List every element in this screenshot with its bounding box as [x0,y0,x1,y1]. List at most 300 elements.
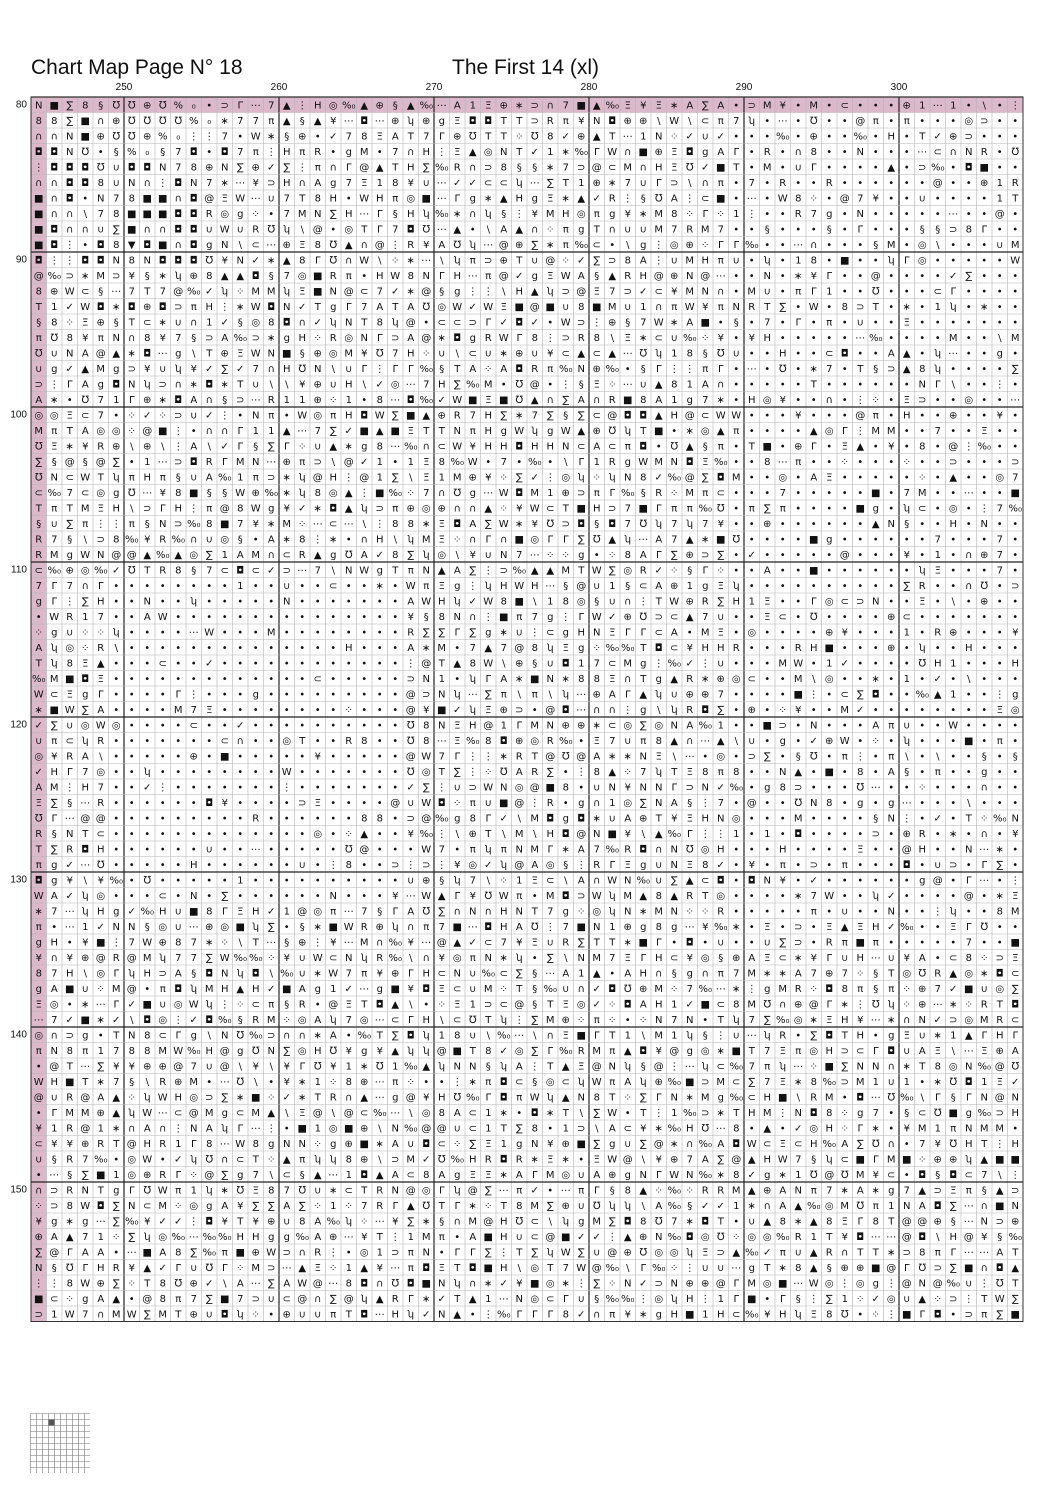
stitch-symbol: ◎ [329,100,338,111]
stitch-symbol: ⋮ [328,1247,338,1258]
stitch-symbol: ⊕ [624,1247,632,1258]
stitch-symbol: • [1012,550,1018,561]
stitch-symbol: π [780,503,786,514]
stitch-symbol: Ξ [625,100,631,111]
stitch-symbol: A [82,1247,89,1258]
stitch-symbol: ◎ [96,968,105,979]
stitch-symbol: ⋮ [173,1123,183,1134]
stitch-symbol: \ [363,519,367,530]
stitch-symbol: π [423,581,429,592]
stitch-symbol: 7 [470,875,476,886]
stitch-symbol: ʮ [562,1216,569,1227]
stitch-symbol: N [640,751,647,762]
stitch-symbol: ʮ [407,534,414,545]
stitch-symbol: 8 [346,1077,352,1088]
stitch-symbol: T [918,131,926,142]
stitch-symbol: %₀ [977,1061,991,1072]
stitch-symbol: T [593,937,601,948]
stitch-symbol: • [764,472,770,483]
stitch-symbol: M [763,162,772,173]
stitch-symbol: • [1012,674,1018,685]
stitch-symbol: ⋯ [483,488,493,499]
stitch-symbol: • [206,147,212,158]
stitch-symbol: • [299,875,305,886]
stitch-symbol: ⁘ [81,627,89,638]
stitch-symbol: • [315,627,321,638]
stitch-symbol: ¥ [222,798,228,809]
stitch-symbol: ∗ [655,1123,663,1134]
stitch-symbol: Γ [67,767,73,778]
stitch-symbol: ʮ [733,1015,740,1026]
stitch-symbol: π [842,860,848,871]
stitch-symbol: H [748,1108,756,1119]
stitch-symbol: ▲ [283,116,291,127]
stitch-symbol: • [144,674,150,685]
stitch-symbol: ∩ [206,395,213,406]
stitch-symbol: ¥ [687,643,693,654]
stitch-symbol: ⁘ [872,736,880,747]
stitch-symbol: ✓ [407,782,415,793]
stitch-symbol: ✓ [593,1232,601,1243]
stitch-symbol: M [794,813,803,824]
stitch-symbol: ℧ [655,193,663,204]
stitch-symbol: Ξ [625,953,631,964]
stitch-symbol: \ [84,875,88,886]
stitch-symbol: Γ [408,1015,414,1026]
stitch-symbol: N [965,147,972,158]
stitch-symbol: ⊕ [934,1216,942,1227]
stitch-symbol: • [873,255,879,266]
stitch-symbol: ∪ [314,1185,321,1196]
stitch-symbol: • [346,767,352,778]
stitch-symbol: N [717,813,724,824]
stitch-symbol: A [407,333,414,344]
stitch-symbol: N [221,968,228,979]
stitch-symbol: • [826,193,832,204]
stitch-symbol: ∑ [748,1077,755,1088]
stitch-symbol: ⊕ [562,720,570,731]
stitch-symbol: M [81,1108,90,1119]
stitch-symbol: ⋯ [979,844,989,855]
stitch-symbol: • [811,457,817,468]
stitch-symbol: 8 [826,1108,832,1119]
stitch-symbol: ∪ [190,1263,197,1274]
stitch-symbol: R [66,1154,73,1165]
stitch-symbol: ◘ [484,116,492,127]
stitch-symbol: ʮ [175,364,182,375]
stitch-symbol: ◎ [515,782,524,793]
stitch-symbol: %₀ [776,131,790,142]
stitch-symbol: g [330,550,336,561]
stitch-symbol: ∗ [314,1030,322,1041]
stitch-symbol: • [826,751,832,762]
stitch-symbol: ¥ [423,240,429,251]
stitch-symbol: \ [936,240,940,251]
stitch-symbol: ■ [654,426,663,437]
stitch-symbol: • [749,689,755,700]
stitch-symbol: 8 [625,255,631,266]
stitch-symbol: Ξ [439,984,445,995]
stitch-symbol: ✓ [686,658,694,669]
stitch-symbol: • [1012,565,1018,576]
stitch-symbol: ∑ [206,1294,213,1305]
stitch-symbol: 8 [67,1278,73,1289]
stitch-symbol: • [423,1077,429,1088]
stitch-symbol: H [670,410,678,421]
stitch-symbol: • [578,782,584,793]
stitch-symbol: T [484,131,492,142]
stitch-symbol: ◘ [608,519,616,530]
stitch-symbol: ¥ [408,937,414,948]
stitch-symbol: ⋯ [251,1123,261,1134]
stitch-symbol: • [98,147,104,158]
stitch-symbol: ∪ [748,1216,755,1227]
stitch-symbol: \ [642,1030,646,1041]
stitch-symbol: ◎ [422,1185,431,1196]
stitch-symbol: T [35,658,43,669]
stitch-symbol: ⊂ [500,178,508,189]
stitch-symbol: • [935,798,941,809]
stitch-symbol: • [299,829,305,840]
stitch-symbol: T [546,999,554,1010]
stitch-symbol: A [795,968,802,979]
stitch-symbol: • [51,922,57,933]
stitch-symbol: Γ [237,100,243,111]
stitch-symbol: • [842,178,848,189]
stitch-symbol: @ [545,751,555,762]
stitch-symbol: π [547,364,553,375]
stitch-symbol: • [749,379,755,390]
stitch-symbol: ʮ [671,1294,678,1305]
stitch-symbol: 7 [671,224,677,235]
stitch-symbol: Γ [485,317,491,328]
stitch-symbol: ℧ [810,116,818,127]
stitch-symbol: ℧ [872,1139,880,1150]
stitch-symbol: ∑ [578,1247,585,1258]
stitch-symbol: W [747,1139,757,1150]
stitch-symbol: ■ [1011,1154,1020,1165]
stitch-symbol: • [346,612,352,623]
stitch-symbol: ⁘ [236,1263,244,1274]
stitch-symbol: • [330,720,336,731]
stitch-symbol: 7 [175,147,181,158]
stitch-symbol: ∪ [531,348,538,359]
stitch-symbol: 8 [702,860,708,871]
stitch-symbol: • [950,395,956,406]
stitch-symbol: N [128,1201,135,1212]
stitch-symbol: ʮ [128,968,135,979]
stitch-symbol: Γ [454,751,460,762]
stitch-symbol: ʮ [454,596,461,607]
stitch-symbol: ✓ [949,271,957,282]
stitch-symbol: ∑ [764,751,771,762]
stitch-symbol: ◎ [313,906,322,917]
stitch-symbol: @ [421,658,431,669]
stitch-symbol: ℧ [35,348,43,359]
stitch-symbol: ʮ [454,1185,461,1196]
stitch-symbol: W [669,1170,679,1181]
stitch-symbol: W [654,317,664,328]
stitch-symbol: • [749,829,755,840]
stitch-symbol: Γ [392,364,398,375]
stitch-symbol: • [904,426,910,437]
stitch-symbol: • [888,782,894,793]
stitch-symbol: ⋯ [421,255,431,266]
stitch-symbol: ¥ [656,1046,662,1057]
stitch-symbol: • [966,565,972,576]
stitch-symbol: ▲ [314,1170,322,1181]
stitch-symbol: ⊕ [143,1061,151,1072]
stitch-symbol: ∪ [717,1263,724,1274]
stitch-symbol: ∗ [205,937,213,948]
stitch-symbol: ∗ [267,131,275,142]
stitch-symbol: N [981,1092,988,1103]
stitch-symbol: ⊃ [376,503,384,514]
stitch-symbol: N [795,1108,802,1119]
stitch-symbol: ∪ [252,379,259,390]
stitch-symbol: • [997,581,1003,592]
stitch-symbol: 7 [67,488,73,499]
stitch-symbol: ⋮ [669,364,679,375]
stitch-symbol: ∩ [547,395,554,406]
stitch-symbol: ℧ [918,968,926,979]
stitch-symbol: • [563,798,569,809]
stitch-symbol: ⊃ [484,162,492,173]
stitch-symbol: • [268,1077,274,1088]
stitch-symbol: %₀ [745,240,759,251]
stitch-symbol: @ [80,1092,90,1103]
stitch-symbol: ■ [34,193,43,204]
stitch-symbol: • [160,875,166,886]
stitch-symbol: • [981,131,987,142]
stitch-symbol: ∗ [500,1108,508,1119]
stitch-symbol: ¥ [702,922,708,933]
stitch-symbol: ⊂ [825,348,833,359]
stitch-symbol: • [1012,596,1018,607]
stitch-symbol: ⊕ [841,1263,849,1274]
stitch-symbol: ∗ [639,906,647,917]
stitch-symbol: \ [564,953,568,964]
stitch-symbol: M [685,286,694,297]
stitch-symbol: ⊃ [949,860,957,871]
stitch-symbol: ⊕ [143,1170,151,1181]
stitch-symbol: ■ [499,798,508,809]
stitch-symbol: A [888,348,895,359]
stitch-symbol: ■ [995,1201,1004,1212]
stitch-symbol: g [113,906,119,917]
stitch-symbol: ¥ [67,1139,73,1150]
stitch-symbol: N [35,1263,42,1274]
stitch-symbol: Γ [966,875,972,886]
stitch-symbol: π [82,519,88,530]
stitch-symbol: • [315,689,321,700]
stitch-symbol: § [114,147,119,158]
stitch-symbol: ◘ [283,317,291,328]
stitch-symbol: ◎ [654,1294,663,1305]
stitch-symbol: W [607,1108,617,1119]
stitch-symbol: ∩ [702,968,709,979]
stitch-symbol: ʮ [454,255,461,266]
stitch-symbol: ⁘ [236,999,244,1010]
stitch-symbol: ⋯ [576,689,586,700]
stitch-symbol: • [826,705,832,716]
stitch-symbol: • [377,612,383,623]
stitch-symbol: § [145,519,150,530]
stitch-symbol: A [407,643,414,654]
stitch-symbol: ✓ [934,1015,942,1026]
stitch-symbol: W [158,612,168,623]
stitch-symbol: Γ [594,1185,600,1196]
stitch-symbol: ✓ [376,550,384,561]
stitch-symbol: N [423,1247,430,1258]
stitch-symbol: • [160,736,166,747]
stitch-symbol: ◎ [220,209,229,220]
stitch-symbol: • [175,658,181,669]
stitch-symbol: • [811,488,817,499]
stitch-symbol: N [857,147,864,158]
stitch-symbol: ◎ [484,147,493,158]
stitch-symbol: Ξ [454,147,460,158]
stitch-symbol: • [764,767,770,778]
stitch-symbol: ◎ [422,767,431,778]
stitch-symbol: Ξ [780,1046,786,1057]
stitch-symbol: ∗ [810,1015,818,1026]
stitch-symbol: • [315,643,321,654]
stitch-symbol: • [175,844,181,855]
stitch-symbol: ▲ [314,550,322,561]
stitch-symbol: ⁘ [624,1092,632,1103]
stitch-symbol: R [314,147,321,158]
stitch-symbol: R [686,674,693,685]
stitch-symbol: ▲ [112,1092,120,1103]
stitch-symbol: ▲ [360,1263,368,1274]
stitch-symbol: • [811,813,817,824]
stitch-symbol: g [268,1232,274,1243]
stitch-symbol: T [66,426,74,437]
stitch-symbol: ⊂ [841,100,849,111]
stitch-symbol: ■ [391,426,400,437]
stitch-symbol: M [236,457,245,468]
stitch-symbol: %₀ [218,1015,232,1026]
stitch-symbol: A [996,1247,1003,1258]
stitch-symbol: %₀ [900,1092,914,1103]
stitch-symbol: • [981,240,987,251]
stitch-symbol: ✓ [593,984,601,995]
stitch-symbol: ∗ [298,1077,306,1088]
stitch-symbol: ⋯ [685,1061,695,1072]
stitch-symbol: • [888,209,894,220]
stitch-symbol: • [873,224,879,235]
stitch-symbol: ◘ [903,860,911,871]
stitch-symbol: ⊂ [159,658,167,669]
stitch-symbol: • [966,519,972,530]
stitch-symbol: • [888,1123,894,1134]
stitch-symbol: ■ [871,488,880,499]
stitch-symbol: ⊕ [624,116,632,127]
stitch-symbol: Γ [811,162,817,173]
stitch-symbol: ⁘ [732,1232,740,1243]
stitch-symbol: Ξ [237,906,243,917]
stitch-symbol: T [887,1216,895,1227]
stitch-symbol: § [703,1030,708,1041]
stitch-symbol: ⋯ [328,1170,338,1181]
stitch-symbol: \ [409,999,413,1010]
stitch-symbol: N [1012,1201,1019,1212]
stitch-symbol: ◘ [825,1030,833,1041]
stitch-symbol: ✓ [221,441,229,452]
stitch-symbol: 8 [687,348,693,359]
stitch-symbol: %₀ [559,736,573,747]
stitch-symbol: Γ [454,1247,460,1258]
stitch-symbol: ∗ [717,1108,725,1119]
stitch-symbol: 1 [98,1046,104,1057]
stitch-symbol: T [655,813,663,824]
stitch-symbol: A [407,302,414,313]
stitch-symbol: ∑ [764,1015,771,1026]
stitch-symbol: ▲ [903,348,911,359]
stitch-symbol: ℧ [686,162,694,173]
stitch-symbol: N [454,426,461,437]
stitch-symbol: ◘ [50,147,58,158]
stitch-symbol: g [532,193,538,204]
stitch-symbol: • [966,364,972,375]
stitch-symbol: W [421,751,431,762]
stitch-symbol: π [160,472,166,483]
stitch-symbol: \ [332,364,336,375]
stitch-symbol: T [469,1046,477,1057]
stitch-symbol: ■ [484,1263,493,1274]
stitch-symbol: Ξ [439,1263,445,1274]
stitch-symbol: ¥ [113,1061,119,1072]
stitch-symbol: ∩ [438,488,445,499]
stitch-symbol: 7 [609,736,615,747]
stitch-symbol: T [1011,1278,1019,1289]
stitch-symbol: ▲ [112,1294,120,1305]
stitch-symbol: \ [115,643,119,654]
stitch-symbol: Ξ [826,1015,832,1026]
stitch-symbol: ▲ [980,1154,988,1165]
stitch-symbol: • [423,317,429,328]
stitch-symbol: ⊕ [515,348,523,359]
stitch-symbol: ʮ [609,1201,616,1212]
stitch-symbol: • [904,534,910,545]
stitch-symbol: • [795,472,801,483]
stitch-symbol: ■ [313,271,322,282]
stitch-symbol: ◎ [825,674,834,685]
stitch-symbol: • [904,906,910,917]
stitch-symbol: ⊂ [66,472,74,483]
stitch-symbol: ∗ [794,1216,802,1227]
stitch-symbol: • [981,379,987,390]
stitch-symbol: Ξ [454,736,460,747]
stitch-symbol: ∪ [66,720,73,731]
stitch-symbol: ℧ [794,798,802,809]
stitch-symbol: ⊂ [81,410,89,421]
stitch-symbol: ⁘ [903,984,911,995]
stitch-symbol: H [965,1139,973,1150]
stitch-symbol: ℧ [314,1061,322,1072]
stitch-symbol: H [500,1263,508,1274]
stitch-symbol: π [361,968,367,979]
stitch-symbol: ■ [158,209,167,220]
stitch-symbol: \ [192,348,196,359]
stitch-symbol: Γ [191,1139,197,1150]
stitch-symbol: ʮ [547,1247,554,1258]
stitch-symbol: \ [146,1077,150,1088]
stitch-symbol: ʮ [144,767,151,778]
stitch-symbol: ▲ [810,1216,818,1227]
stitch-symbol: • [733,937,739,948]
